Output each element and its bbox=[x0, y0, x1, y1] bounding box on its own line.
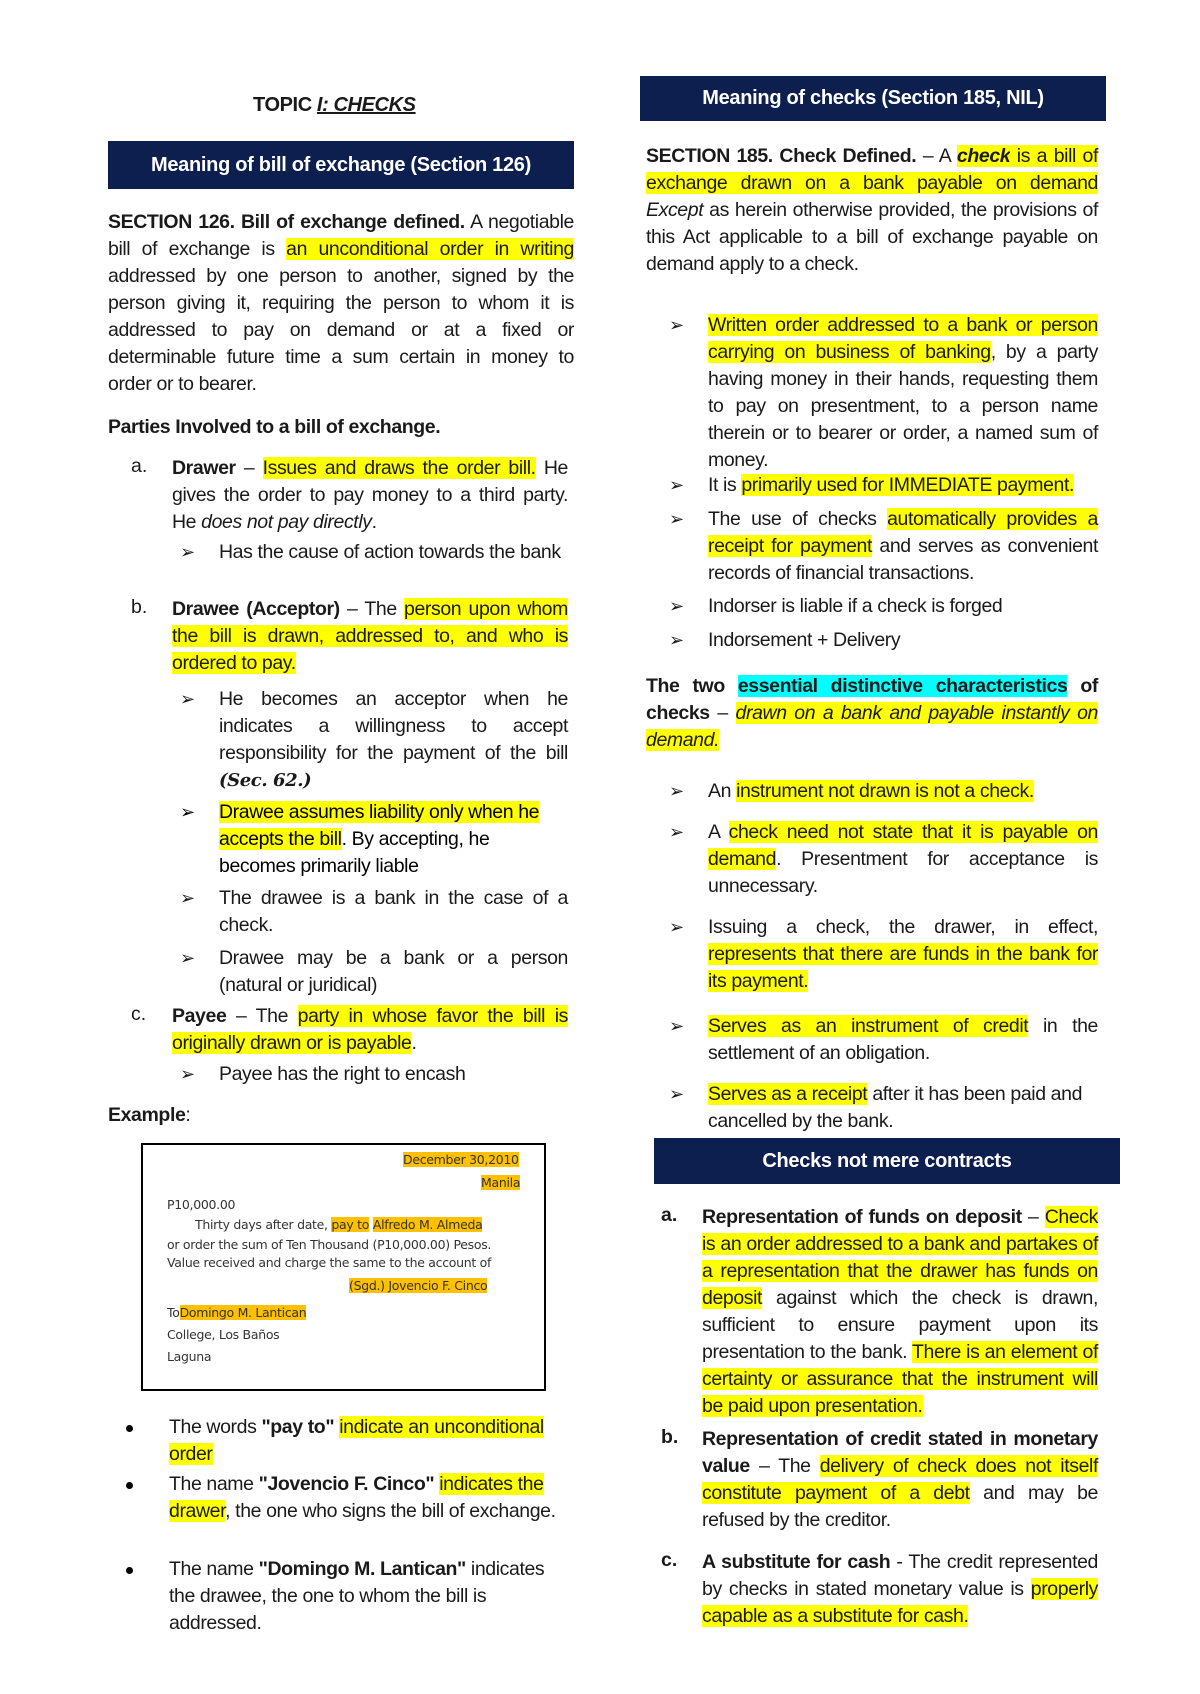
list-marker: a. bbox=[661, 1204, 678, 1226]
arrow-bullet-icon: ➢ bbox=[669, 596, 685, 616]
checks-item: A substitute for cash - The credit represented by checks in stated monetary value is properly capable as a substitute for cash. bbox=[702, 1551, 1098, 1627]
bill-line-2: or order the sum of Ten Thousand (P10,000.00) Pesos. bbox=[167, 1237, 492, 1252]
arrow-bullet-icon: ➢ bbox=[180, 1064, 196, 1084]
page-title: TOPIC I: CHECKS bbox=[253, 94, 416, 116]
bullet-dot-icon bbox=[126, 1482, 133, 1489]
check-bullet: Indorsement + Delivery bbox=[708, 629, 901, 651]
section-185-banner: Meaning of checks (Section 185, NIL) bbox=[640, 76, 1106, 121]
checks-item: Representation of funds on deposit – Check is an order addressed to a bank and partakes of a representation that the drawer has funds on deposit against which the check is drawn, sufficient to ensure payment upon its presentation to the bank. There is an element of certainty or assurance that the instrument will be paid upon presentation. bbox=[702, 1206, 1099, 1417]
drawee-bullet: The drawee is a bank in the case of a check. bbox=[219, 887, 568, 936]
check-bullet: Serves as an instrument of credit in the settlement of an obligation. bbox=[708, 1015, 1098, 1064]
arrow-bullet-icon: ➢ bbox=[180, 542, 196, 562]
check-bullet: A check need not state that it is payable on demand. Presentment for acceptance is unnecessary. bbox=[708, 821, 1098, 897]
list-marker: a. bbox=[131, 455, 148, 477]
section-185-paragraph: SECTION 185. Check Defined. – A check is a bill of exchange drawn on a bank payable on demand Except as herein otherwise provided, the provisions of this Act applicable to a bill of exchange payable on demand apply to a check. bbox=[646, 145, 1098, 275]
drawer-definition: Drawer – Issues and draws the order bill. He gives the order to pay money to a third party. He does not pay directly. bbox=[172, 457, 568, 533]
check-bullet: It is primarily used for IMMEDIATE payment. bbox=[708, 474, 1075, 496]
example-note: The name "Domingo M. Lantican" indicates the drawee, the one to whom the bill is addressed. bbox=[169, 1558, 545, 1634]
bullet-dot-icon bbox=[126, 1567, 133, 1574]
bill-to: ToDomingo M. Lantican bbox=[167, 1305, 307, 1320]
section-126-paragraph: SECTION 126. Bill of exchange defined. A negotiable bill of exchange is an unconditional order in writing addressed by one person to another, signed by the person giving it, requiring the person to whom it is addressed to pay on demand or at a fixed or determinable future time a sum certain in money to order or to bearer. bbox=[108, 211, 574, 395]
checks-not-contracts-banner: Checks not mere contracts bbox=[654, 1138, 1120, 1184]
bill-place: Manila bbox=[481, 1175, 521, 1190]
drawee-bullet: Drawee may be a bank or a person (natural or juridical) bbox=[219, 947, 568, 996]
arrow-bullet-icon: ➢ bbox=[180, 689, 196, 709]
check-bullet: Issuing a check, the drawer, in effect, represents that there are funds in the bank for its payment. bbox=[708, 916, 1098, 992]
list-marker: b. bbox=[131, 596, 148, 618]
bill-address-1: College, Los Baños bbox=[167, 1327, 280, 1342]
arrow-bullet-icon: ➢ bbox=[180, 802, 196, 822]
payee-definition: Payee – The party in whose favor the bill is originally drawn or is payable. bbox=[172, 1005, 568, 1054]
bill-date: December 30,2010 bbox=[403, 1152, 519, 1167]
drawee-bullet: He becomes an acceptor when he indicates a willingness to accept responsibility for the payment of the bill (Sec. 62.) bbox=[219, 688, 568, 791]
page-title-topic: I: CHECKS bbox=[316, 94, 416, 116]
bullet-dot-icon bbox=[126, 1425, 133, 1432]
example-note: The words "pay to" indicate an unconditional order bbox=[169, 1416, 544, 1465]
arrow-bullet-icon: ➢ bbox=[669, 781, 685, 801]
checks-item: Representation of credit stated in monetary value – The delivery of check does not itself constitute payment of a debt and may be refused by the creditor. bbox=[702, 1428, 1098, 1531]
arrow-bullet-icon: ➢ bbox=[669, 509, 685, 529]
section-126-banner: Meaning of bill of exchange (Section 126) bbox=[108, 141, 574, 189]
arrow-bullet-icon: ➢ bbox=[180, 948, 196, 968]
arrow-bullet-icon: ➢ bbox=[669, 917, 685, 937]
payee-bullet: Payee has the right to encash bbox=[219, 1063, 466, 1085]
check-bullet: Serves as a receipt after it has been paid and cancelled by the bank. bbox=[708, 1083, 1083, 1132]
example-note: The name "Jovencio F. Cinco" indicates the drawer, the one who signs the bill of exchange. bbox=[169, 1473, 556, 1522]
arrow-bullet-icon: ➢ bbox=[669, 822, 685, 842]
essential-characteristics: The two essential distinctive characteristics of checks – drawn on a bank and payable instantly on demand. bbox=[646, 675, 1098, 751]
bill-address-2: Laguna bbox=[167, 1349, 212, 1364]
check-bullet: Written order addressed to a bank or person carrying on business of banking, by a party having money in their hands, requesting them to pay on presentment, to a person name therein or to bearer or order, a named sum of money. bbox=[708, 314, 1098, 471]
list-marker: c. bbox=[661, 1549, 678, 1571]
arrow-bullet-icon: ➢ bbox=[669, 1084, 685, 1104]
check-bullet: The use of checks automatically provides a receipt for payment and serves as convenient records of financial transactions. bbox=[708, 508, 1099, 584]
check-bullet: An instrument not drawn is not a check. bbox=[708, 780, 1034, 802]
arrow-bullet-icon: ➢ bbox=[669, 475, 685, 495]
drawee-definition: Drawee (Acceptor) – The person upon whom the bill is drawn, addressed to, and who is ordered to pay. bbox=[172, 598, 568, 674]
bill-line-1: Thirty days after date, pay to Alfredo M. Almeda bbox=[195, 1217, 483, 1232]
bill-signer: (Sgd.) Jovencio F. Cinco bbox=[349, 1278, 488, 1293]
check-bullet: Indorser is liable if a check is forged bbox=[708, 595, 1003, 617]
arrow-bullet-icon: ➢ bbox=[669, 315, 685, 335]
drawee-bullet: Drawee assumes liability only when he accepts the bill. By accepting, he becomes primarily liable bbox=[219, 801, 540, 877]
arrow-bullet-icon: ➢ bbox=[669, 1016, 685, 1036]
bill-amount: P10,000.00 bbox=[167, 1197, 236, 1212]
arrow-bullet-icon: ➢ bbox=[669, 630, 685, 650]
example-label: Example: bbox=[108, 1104, 191, 1126]
example-bill-image bbox=[141, 1143, 546, 1391]
bill-line-3: Value received and charge the same to the account of bbox=[167, 1255, 492, 1270]
list-marker: c. bbox=[131, 1003, 147, 1025]
drawer-bullet: Has the cause of action towards the bank bbox=[219, 541, 561, 563]
parties-heading: Parties Involved to a bill of exchange. bbox=[108, 416, 441, 438]
list-marker: b. bbox=[661, 1426, 679, 1448]
arrow-bullet-icon: ➢ bbox=[180, 888, 196, 908]
